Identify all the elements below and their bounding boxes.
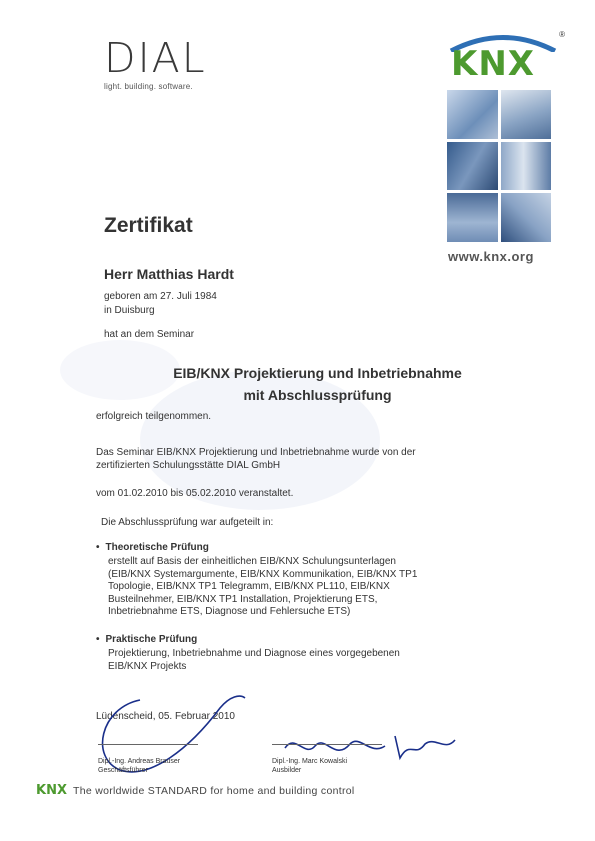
attended-text: hat an dem Seminar (104, 329, 195, 340)
building-photo-collage (447, 90, 551, 242)
watermark-graphic (60, 330, 380, 530)
issue-date-place: Lüdenscheid, 05. Februar 2010 (96, 711, 235, 722)
signatory-right-role: Ausbilder (272, 767, 302, 774)
seminar-title-line-1: EIB/KNX Projektierung und Inbetriebnahme (173, 365, 462, 381)
signature-line-right (272, 744, 382, 745)
building-photo (447, 193, 498, 242)
exam-section-theory (96, 542, 436, 619)
signature-line-left (98, 744, 198, 745)
exam-intro-text: Die Abschlussprüfung war aufgeteilt in: (101, 517, 274, 528)
seminar-dates-text: vom 01.02.2010 bis 05.02.2010 veranstaltet. (96, 488, 294, 499)
recipient-name: Herr Matthias Hardt (104, 266, 234, 282)
seminar-title-line-2: mit Abschlussprüfung (243, 387, 392, 403)
signatory-left-role: Geschäftsführer (98, 767, 148, 774)
exam-section-practical-heading: • Praktische Prüfung (96, 634, 436, 645)
registered-mark: ® (559, 30, 565, 39)
building-photo (447, 142, 498, 191)
building-photo (501, 193, 552, 242)
certificate-title: Zertifikat (104, 214, 193, 237)
signatory-right-name: Dipl.-Ing. Marc Kowalski (272, 758, 348, 765)
knx-website-url: www.knx.org (448, 249, 534, 264)
footer-knx-logo: KNX (36, 783, 67, 798)
seminar-title (0, 362, 595, 406)
building-photo (501, 142, 552, 191)
exam-section-theory-heading: • Theoretische Prüfung (96, 542, 436, 553)
exam-section-practical-body: Projektierung, Inbetriebnahme und Diagnose eines vorgegebenen EIB/KNX Projekts (108, 648, 400, 672)
dial-brand-name: DIAL (104, 34, 207, 82)
exam-section-practical (96, 634, 436, 673)
dial-tagline: light. building. software. (104, 82, 193, 91)
birth-place: in Duisburg (104, 305, 155, 316)
knx-logo-text: KNX (451, 44, 536, 84)
signatory-left-name: Dipl.-Ing. Andreas Brauser (98, 758, 181, 765)
footer-slogan: The worldwide STANDARD for home and building control (72, 784, 355, 797)
dial-logo (104, 34, 207, 91)
seminar-organizer-text: Das Seminar EIB/KNX Projektierung und Inbetriebnahme wurde von der zertifizierten Schulungsstätte DIAL GmbH (96, 447, 416, 471)
footer (36, 783, 355, 798)
building-photo (501, 90, 552, 139)
knx-logo (447, 30, 563, 88)
completion-text: erfolgreich teilgenommen. (96, 411, 212, 422)
building-photo (447, 90, 498, 139)
exam-section-theory-body: erstellt auf Basis der einheitlichen EIB/KNX Schulungsunterlagen (EIB/KNX Systemargumente, EIB/KNX Kommunikation, EIB/KNX TP1 Topologie, EIB/KNX TP1 Telegramm, EIB/KNX PL110, EIB/KNX Busteilnehmer, EIB/KNX TP1 Installation, Projektierung ETS, Inbetriebnahme ETS, Diagnose und Fehlersuche ETS) (108, 556, 418, 617)
birth-date: geboren am 27. Juli 1984 (104, 291, 217, 302)
